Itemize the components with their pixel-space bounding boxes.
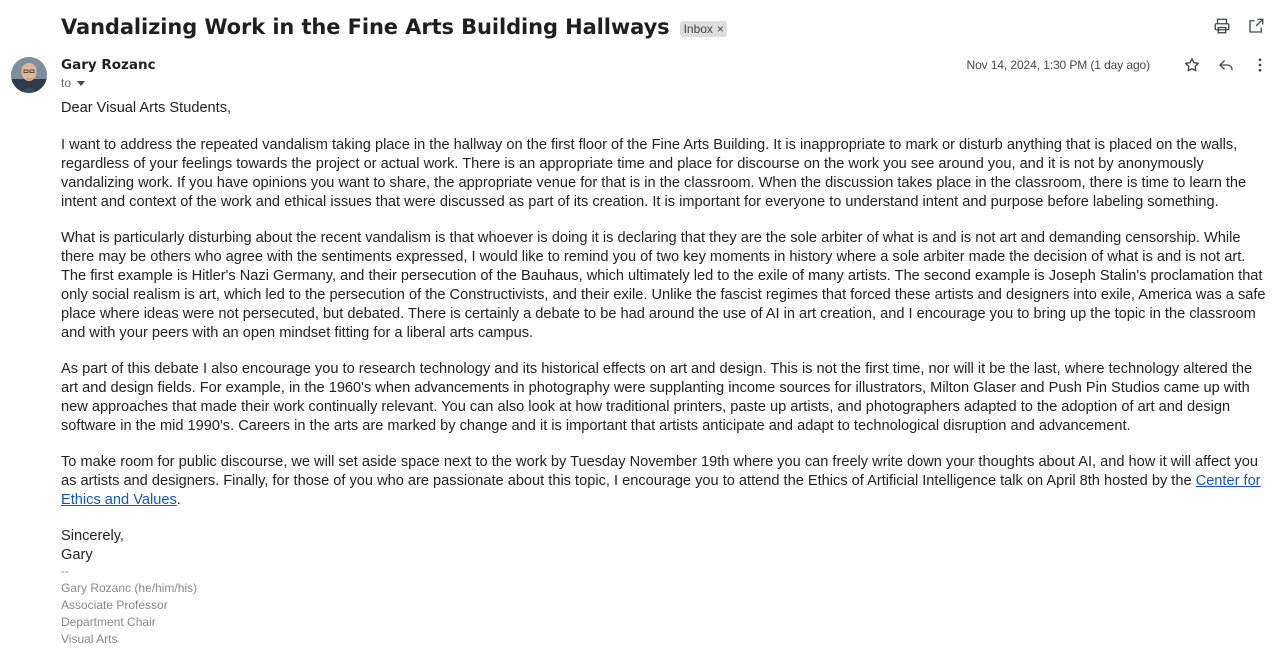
- signature-title: Associate Professor: [61, 598, 168, 612]
- reply-icon[interactable]: [1216, 55, 1236, 75]
- to-label: to: [61, 76, 72, 90]
- signature-role: Department Chair: [61, 615, 156, 629]
- close-icon[interactable]: ×: [716, 21, 724, 36]
- center-for-ethics-link[interactable]: Center for Ethics and Values: [61, 473, 1261, 508]
- signature-separator: --: [61, 564, 69, 578]
- inbox-label-chip[interactable]: [680, 21, 727, 37]
- body-paragraph-last: [61, 453, 1271, 510]
- top-actions: [1212, 16, 1266, 36]
- sender-name[interactable]: Gary Rozanc: [61, 57, 156, 73]
- signoff-name: Gary: [61, 547, 93, 563]
- avatar[interactable]: [11, 57, 47, 93]
- last-paragraph-text: To make room for public discourse, we will set aside space next to the work by Tuesday November 19th where you can freely write down your thoughts about AI, and how it will affect you as artists and designers. Finally, for those of you who are passionate about this topic, I encourage you to attend the Ethics of Artificial Intelligence talk on April 8th hosted by the: [61, 454, 1259, 489]
- signature-name: Gary Rozanc (he/him/his): [61, 581, 198, 595]
- more-vertical-icon[interactable]: [1250, 55, 1270, 75]
- last-paragraph-end: .: [176, 492, 181, 508]
- signature-dept: Visual Arts: [61, 632, 118, 646]
- email-body: [61, 99, 1271, 565]
- signature-block: [61, 563, 197, 648]
- message-date: Nov 14, 2024, 1:30 PM (1 day ago): [966, 58, 1150, 72]
- body-paragraph: As part of this debate I also encourage you to research technology and its historical effects on art and design. This is not the first time, nor will it be the last, where technology altered the art and design fields. For example, in the 1960's when advancements in photography were supplanting income sources for illustrators, Milton Glaser and Push Pin Studios came up with new approaches that made their work continually relevant. You can also look at how traditional printers, paste up artists, and photographers adapted to the adoption of art and design software in the mid 1990's. Careers in the arts are marked by change and it is important that artists anticipate and adapt to technological disruption and advancement.: [61, 361, 1253, 434]
- body-paragraph: What is particularly disturbing about the recent vandalism is that whoever is doing it is declaring that they are the sole arbiter of what is and is not art and demanding censorship. While there may be others who agree with the sentiments expressed, I would like to remind you of two key moments in history where a sole arbiter made the decision of what is and is not art. The first example is Hitler's Nazi Germany, and their persecution of the Bauhaus, which ultimately led to the exile of many artists. The second example is Joseph Stalin's proclamation that only social realism is art, which led to the persecution of the Constructivists, and their exile. Unlike the fascist regimes that forced these artists and designers into exile, America was a safe place where ideas were not persecuted, but debated. There is certainly a debate to be had around the use of AI in art creation, and I encourage you to bring up the topic in the classroom and with your peers with an open mindset fitting for a liberal arts campus.: [61, 230, 1266, 341]
- chevron-down-icon[interactable]: [77, 81, 85, 86]
- message-meta: [967, 55, 1270, 75]
- open-in-new-window-icon[interactable]: [1246, 16, 1266, 36]
- greeting: Dear Visual Arts Students,: [61, 100, 232, 116]
- star-icon[interactable]: [1182, 55, 1202, 75]
- label-text: Inbox: [683, 21, 713, 36]
- printer-icon[interactable]: [1212, 16, 1232, 36]
- signoff-line: Sincerely,: [61, 528, 124, 544]
- email-subject: Vandalizing Work in the Fine Arts Building Hallways: [61, 15, 670, 39]
- signoff: [61, 527, 1271, 565]
- recipients-row: [61, 76, 85, 90]
- body-paragraph: I want to address the repeated vandalism taking place in the hallway on the first floor of the Fine Arts Building. It is inappropriate to mark or disturb anything that is placed on the walls, regardless of your feelings towards the project or actual work. There is an appropriate time and place for discourse on the work you see around you, and it is not by anonymously vandalizing work. If you have opinions you want to share, the appropriate venue for that is in the classroom. When the discussion takes place in the classroom, there is time to learn the intent and context of the work and ethical issues that were discussed as part of its creation. It is important for everyone to understand intent and purpose before labeling something.: [61, 137, 1247, 210]
- subject-row: [61, 12, 727, 42]
